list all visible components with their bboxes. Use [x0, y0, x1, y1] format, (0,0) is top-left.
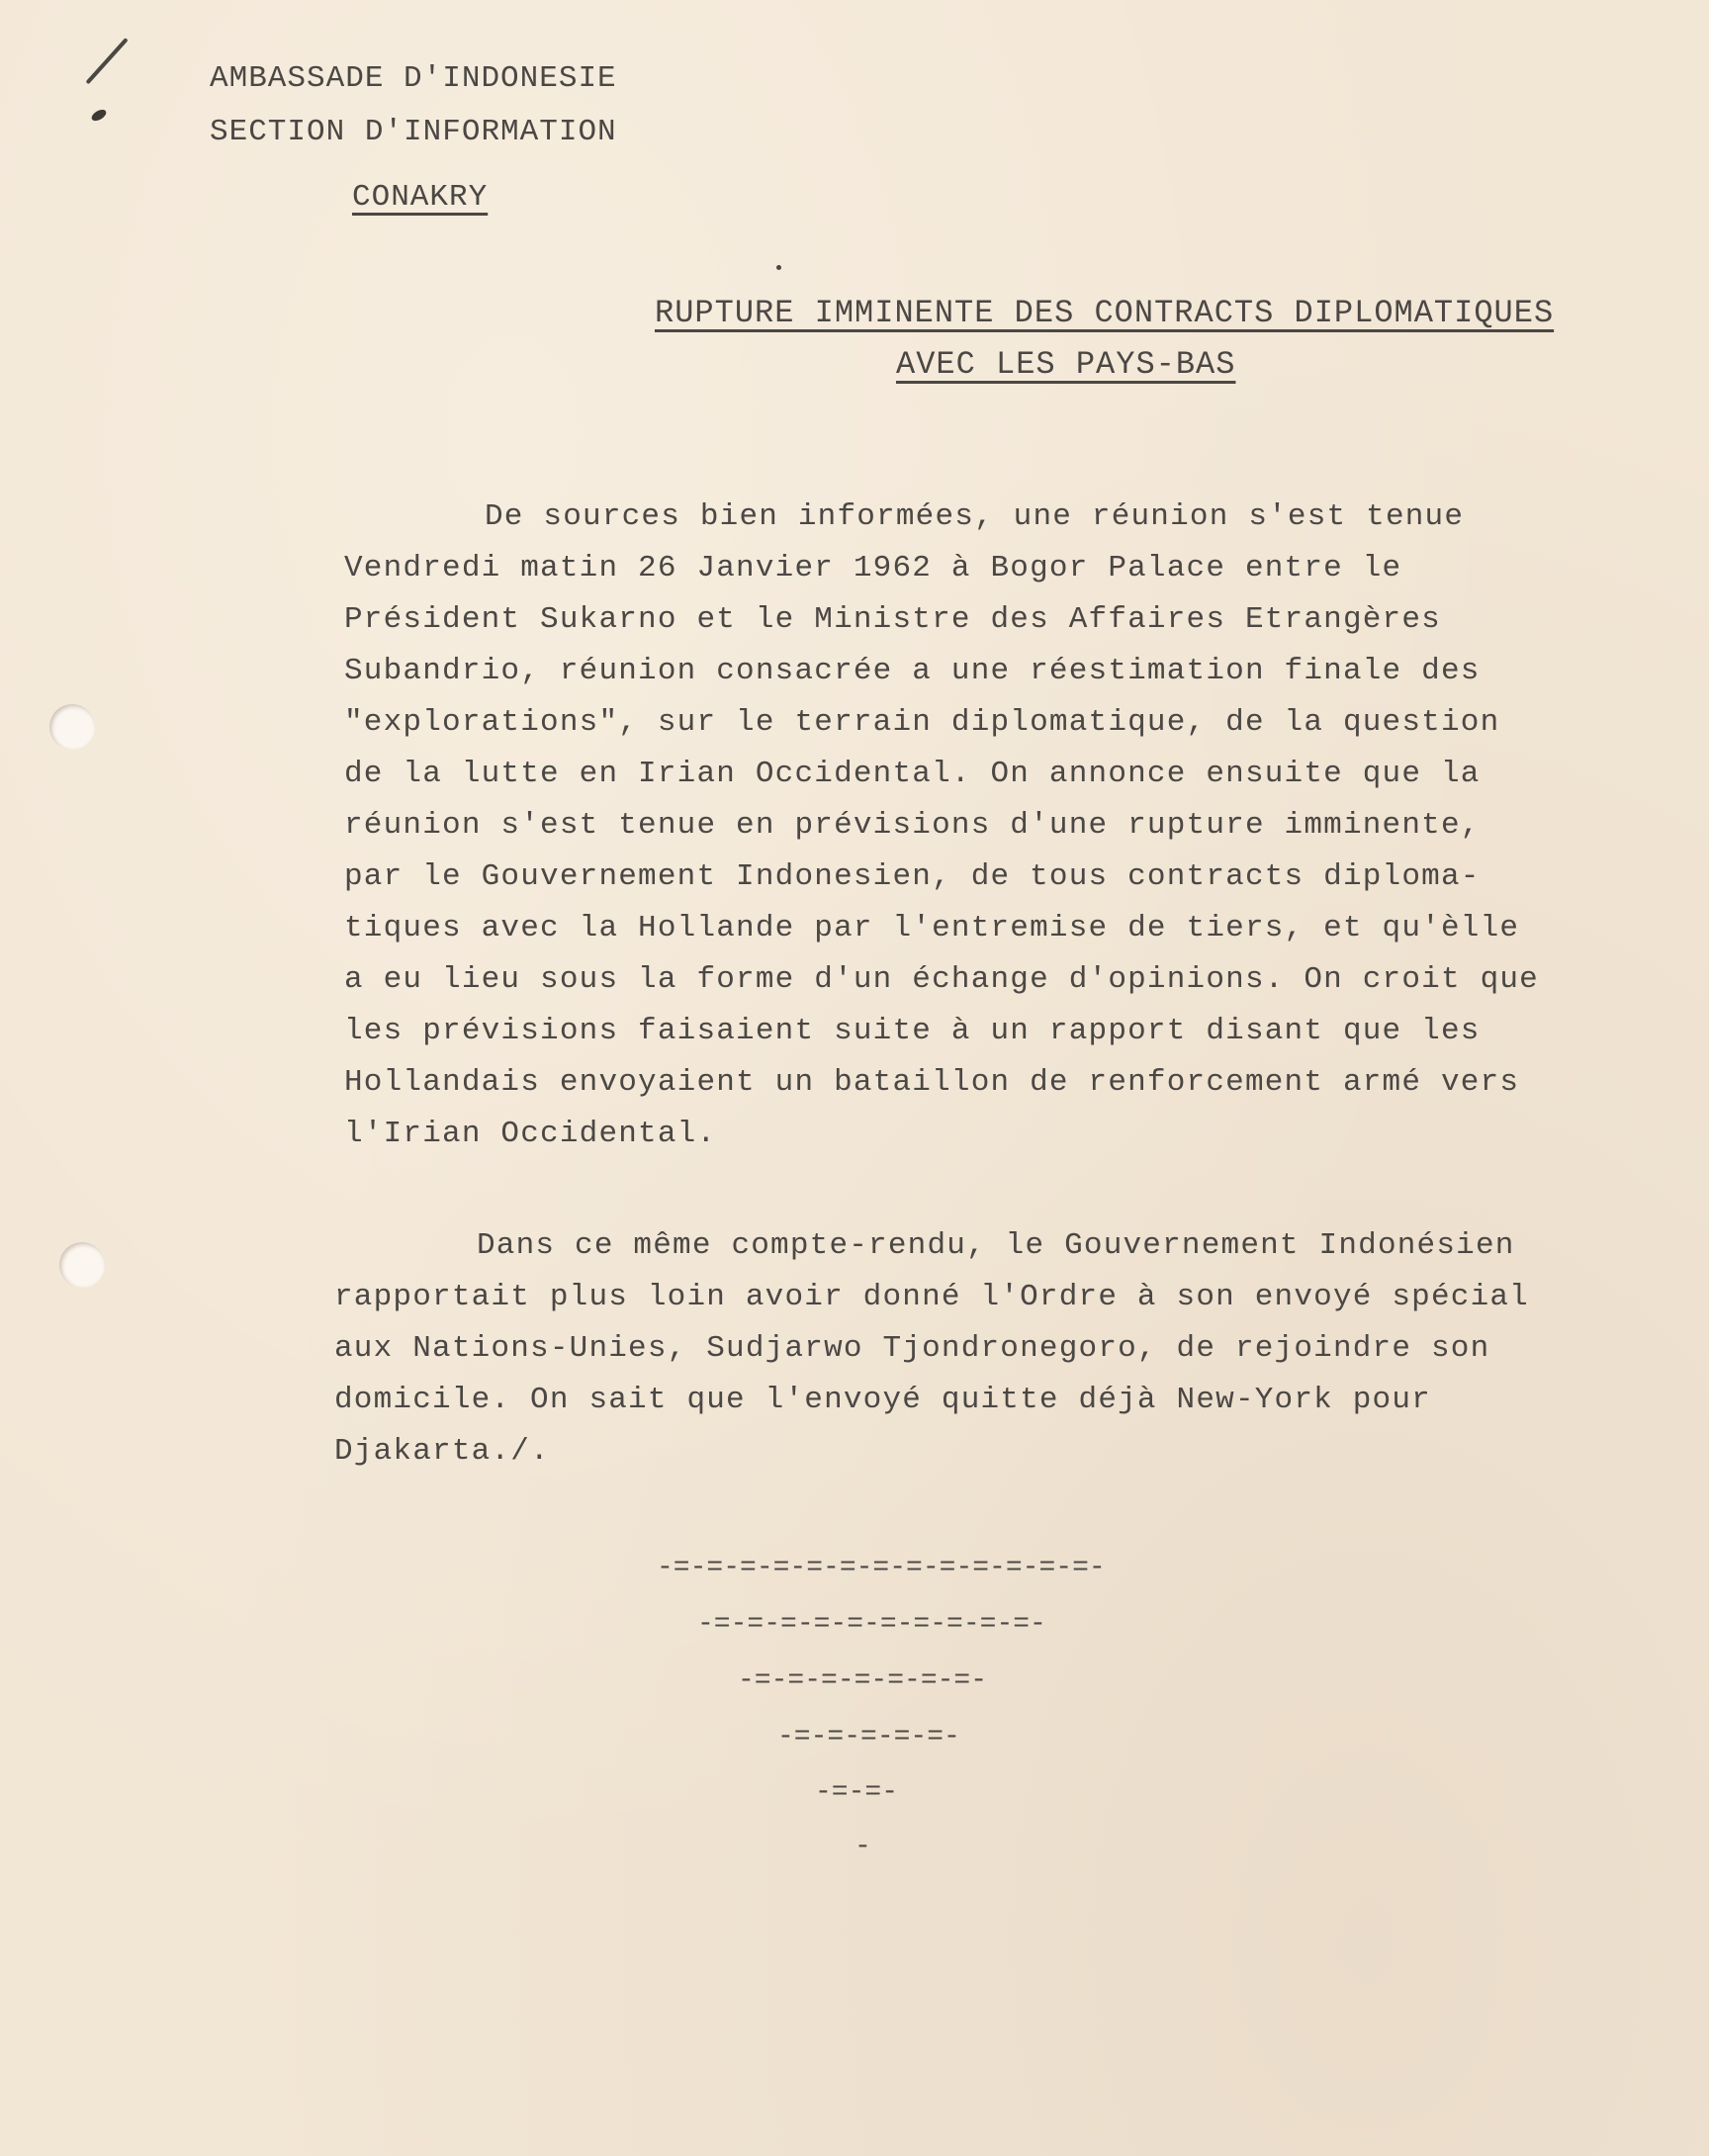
document-title-line-1: RUPTURE IMMINENTE DES CONTRACTS DIPLOMATIQUES [655, 295, 1555, 331]
paragraph-line: tiques avec la Hollande par l'entremise de tiers, et qu'èlle [344, 911, 1520, 945]
paragraph-line: De sources bien informées, une réunion s'est tenue [485, 499, 1465, 534]
body-paragraph-1 [344, 492, 1539, 1160]
paragraph-line: de la lutte en Irian Occidental. On annonce ensuite que la [344, 757, 1481, 791]
header-embassy: AMBASSADE D'INDONESIE [210, 61, 617, 96]
closing-ornament-line: -=-=- [815, 1777, 899, 1808]
pen-mark-icon [86, 38, 129, 84]
paragraph-line: a eu lieu sous la forme d'un échange d'opinions. On croit que [344, 962, 1539, 997]
paragraph-line: rapportait plus loin avoir donné l'Ordre à son envoyé spécial [334, 1280, 1529, 1314]
ink-dot-icon [90, 108, 108, 124]
paragraph-line: Dans ce même compte-rendu, le Gouvernement Indonésien [477, 1228, 1515, 1263]
header-city: CONAKRY [352, 180, 489, 215]
paragraph-line: les prévisions faisaient suite à un rapport disant que les [344, 1014, 1481, 1048]
paragraph-line: par le Gouvernement Indonesien, de tous contracts diploma- [344, 859, 1481, 894]
ink-dot-icon [776, 265, 781, 270]
paragraph-line: réunion s'est tenue en prévisions d'une rupture imminente, [344, 808, 1481, 843]
paragraph-line: Subandrio, réunion consacrée a une réestimation finale des [344, 654, 1481, 688]
paragraph-line: Président Sukarno et le Ministre des Affaires Etrangères [344, 602, 1441, 637]
header-section: SECTION D'INFORMATION [210, 115, 617, 149]
closing-ornament-line: -=-=-=-=-=-=-=-=-=-=- [697, 1609, 1046, 1640]
punch-hole [59, 1242, 105, 1288]
paragraph-line: Hollandais envoyaient un bataillon de renforcement armé vers [344, 1065, 1520, 1100]
paragraph-line: l'Irian Occidental. [344, 1117, 717, 1151]
punch-hole [49, 704, 95, 750]
closing-ornament-line: - [854, 1832, 871, 1862]
body-paragraph-2 [334, 1220, 1529, 1478]
closing-ornament-line: -=-=-=-=-=- [777, 1722, 960, 1752]
closing-ornament-line: -=-=-=-=-=-=-=- [738, 1665, 988, 1696]
document-title-line-2: AVEC LES PAYS-BAS [896, 346, 1236, 383]
paragraph-line: Djakarta./. [334, 1434, 550, 1469]
paragraph-line: domicile. On sait que l'envoyé quitte déjà New-York pour [334, 1383, 1431, 1417]
paragraph-line: "explorations", sur le terrain diplomatique, de la question [344, 705, 1500, 740]
closing-ornament-line: -=-=-=-=-=-=-=-=-=-=-=-=-=- [657, 1553, 1106, 1583]
paragraph-line: Vendredi matin 26 Janvier 1962 à Bogor Palace entre le [344, 551, 1402, 585]
paragraph-line: aux Nations-Unies, Sudjarwo Tjondronegoro, de rejoindre son [334, 1331, 1490, 1366]
